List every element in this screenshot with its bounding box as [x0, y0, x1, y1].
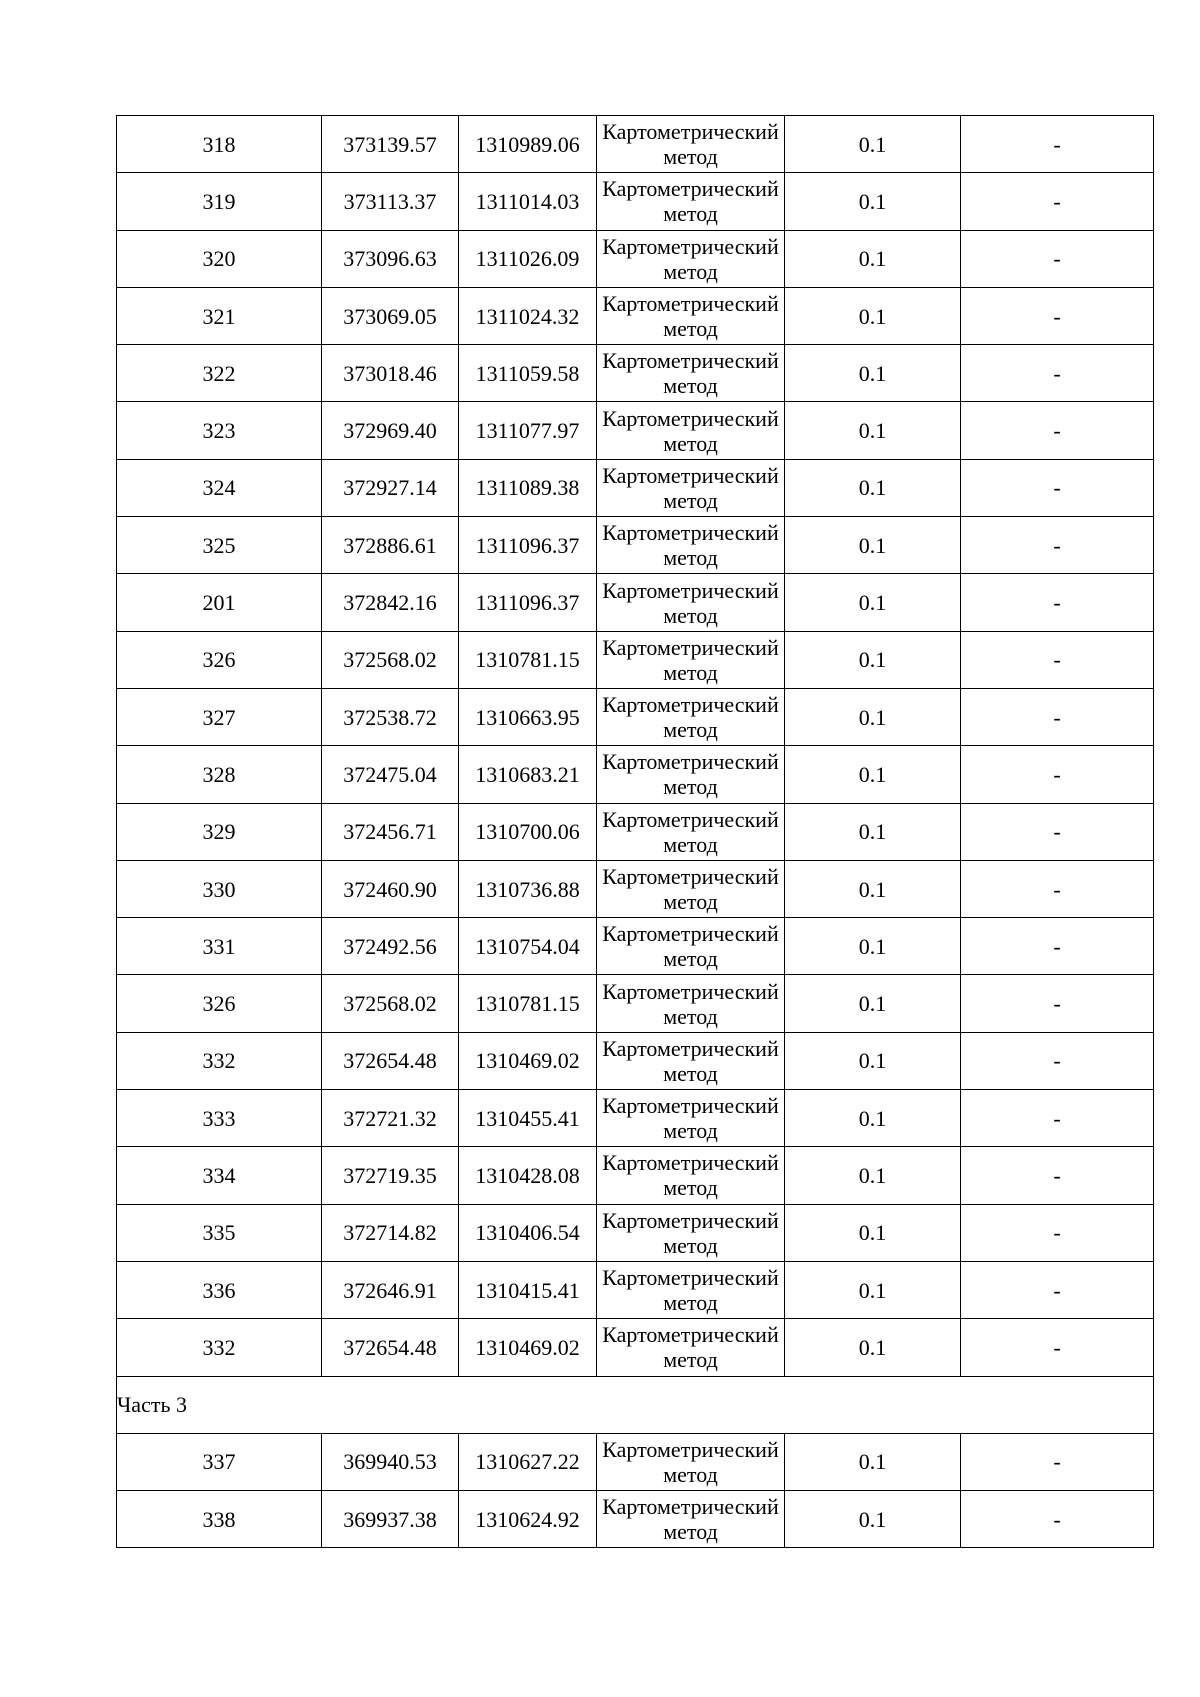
y-coordinate-cell: 1310469.02	[459, 1032, 597, 1089]
note-cell: -	[961, 1032, 1154, 1089]
table-row	[117, 746, 1154, 803]
y-coordinate-cell: 1310989.06	[459, 116, 597, 173]
accuracy-cell: 0.1	[785, 574, 961, 631]
method-cell: Картометрический метод	[597, 287, 785, 344]
point-number-cell: 330	[117, 860, 322, 917]
accuracy-cell: 0.1	[785, 688, 961, 745]
table-row	[117, 574, 1154, 631]
method-cell: Картометрический метод	[597, 345, 785, 402]
accuracy-cell: 0.1	[785, 803, 961, 860]
accuracy-cell: 0.1	[785, 116, 961, 173]
note-cell: -	[961, 1319, 1154, 1376]
point-number-cell: 201	[117, 574, 322, 631]
accuracy-cell: 0.1	[785, 1090, 961, 1147]
y-coordinate-cell: 1310700.06	[459, 803, 597, 860]
note-cell: -	[961, 918, 1154, 975]
table-row	[117, 402, 1154, 459]
y-coordinate-cell: 1311014.03	[459, 173, 597, 230]
method-cell: Картометрический метод	[597, 918, 785, 975]
accuracy-cell: 0.1	[785, 402, 961, 459]
y-coordinate-cell: 1311024.32	[459, 287, 597, 344]
accuracy-cell: 0.1	[785, 287, 961, 344]
point-number-cell: 334	[117, 1147, 322, 1204]
method-cell: Картометрический метод	[597, 860, 785, 917]
x-coordinate-cell: 369937.38	[322, 1491, 459, 1548]
point-number-cell: 318	[117, 116, 322, 173]
point-number-cell: 332	[117, 1032, 322, 1089]
note-cell: -	[961, 631, 1154, 688]
method-cell: Картометрический метод	[597, 1090, 785, 1147]
point-number-cell: 326	[117, 631, 322, 688]
accuracy-cell: 0.1	[785, 1261, 961, 1318]
method-cell: Картометрический метод	[597, 975, 785, 1032]
point-number-cell: 338	[117, 1491, 322, 1548]
point-number-cell: 327	[117, 688, 322, 745]
note-cell: -	[961, 1147, 1154, 1204]
x-coordinate-cell: 372568.02	[322, 975, 459, 1032]
accuracy-cell: 0.1	[785, 1491, 961, 1548]
method-cell: Картометрический метод	[597, 116, 785, 173]
note-cell: -	[961, 1261, 1154, 1318]
note-cell: -	[961, 287, 1154, 344]
point-number-cell: 332	[117, 1319, 322, 1376]
y-coordinate-cell: 1310683.21	[459, 746, 597, 803]
method-cell: Картометрический метод	[597, 1491, 785, 1548]
point-number-cell: 325	[117, 517, 322, 574]
x-coordinate-cell: 372842.16	[322, 574, 459, 631]
x-coordinate-cell: 372886.61	[322, 517, 459, 574]
note-cell: -	[961, 517, 1154, 574]
method-cell: Картометрический метод	[597, 402, 785, 459]
point-number-cell: 322	[117, 345, 322, 402]
x-coordinate-cell: 372646.91	[322, 1261, 459, 1318]
y-coordinate-cell: 1310627.22	[459, 1433, 597, 1490]
section-label: Часть 3	[117, 1376, 1154, 1433]
point-number-cell: 328	[117, 746, 322, 803]
accuracy-cell: 0.1	[785, 975, 961, 1032]
x-coordinate-cell: 373069.05	[322, 287, 459, 344]
x-coordinate-cell: 373096.63	[322, 230, 459, 287]
method-cell: Картометрический метод	[597, 1032, 785, 1089]
point-number-cell: 336	[117, 1261, 322, 1318]
note-cell: -	[961, 688, 1154, 745]
x-coordinate-cell: 372721.32	[322, 1090, 459, 1147]
note-cell: -	[961, 459, 1154, 516]
note-cell: -	[961, 1090, 1154, 1147]
x-coordinate-cell: 372475.04	[322, 746, 459, 803]
y-coordinate-cell: 1310415.41	[459, 1261, 597, 1318]
note-cell: -	[961, 402, 1154, 459]
method-cell: Картометрический метод	[597, 173, 785, 230]
accuracy-cell: 0.1	[785, 1032, 961, 1089]
table-row	[117, 1319, 1154, 1376]
point-number-cell: 321	[117, 287, 322, 344]
section-row-group	[117, 1376, 1154, 1433]
x-coordinate-cell: 373018.46	[322, 345, 459, 402]
table-row	[117, 1261, 1154, 1318]
accuracy-cell: 0.1	[785, 230, 961, 287]
accuracy-cell: 0.1	[785, 631, 961, 688]
x-coordinate-cell: 373139.57	[322, 116, 459, 173]
point-number-cell: 329	[117, 803, 322, 860]
table-row	[117, 1090, 1154, 1147]
point-number-cell: 324	[117, 459, 322, 516]
x-coordinate-cell: 372568.02	[322, 631, 459, 688]
method-cell: Картометрический метод	[597, 1204, 785, 1261]
note-cell: -	[961, 230, 1154, 287]
accuracy-cell: 0.1	[785, 860, 961, 917]
note-cell: -	[961, 345, 1154, 402]
method-cell: Картометрический метод	[597, 1147, 785, 1204]
note-cell: -	[961, 1433, 1154, 1490]
method-cell: Картометрический метод	[597, 803, 785, 860]
table-row	[117, 688, 1154, 745]
y-coordinate-cell: 1311026.09	[459, 230, 597, 287]
accuracy-cell: 0.1	[785, 918, 961, 975]
y-coordinate-cell: 1310428.08	[459, 1147, 597, 1204]
point-number-cell: 333	[117, 1090, 322, 1147]
point-number-cell: 326	[117, 975, 322, 1032]
note-cell: -	[961, 975, 1154, 1032]
point-number-cell: 337	[117, 1433, 322, 1490]
table-row	[117, 975, 1154, 1032]
method-cell: Картометрический метод	[597, 1433, 785, 1490]
accuracy-cell: 0.1	[785, 1319, 961, 1376]
method-cell: Картометрический метод	[597, 517, 785, 574]
y-coordinate-cell: 1310781.15	[459, 975, 597, 1032]
table-row	[117, 860, 1154, 917]
x-coordinate-cell: 372492.56	[322, 918, 459, 975]
table-row	[117, 517, 1154, 574]
y-coordinate-cell: 1311077.97	[459, 402, 597, 459]
x-coordinate-cell: 372460.90	[322, 860, 459, 917]
note-cell: -	[961, 803, 1154, 860]
table-row	[117, 918, 1154, 975]
accuracy-cell: 0.1	[785, 1433, 961, 1490]
method-cell: Картометрический метод	[597, 746, 785, 803]
table-row	[117, 116, 1154, 173]
y-coordinate-cell: 1310455.41	[459, 1090, 597, 1147]
note-cell: -	[961, 1491, 1154, 1548]
accuracy-cell: 0.1	[785, 517, 961, 574]
y-coordinate-cell: 1311096.37	[459, 517, 597, 574]
method-cell: Картометрический метод	[597, 631, 785, 688]
accuracy-cell: 0.1	[785, 173, 961, 230]
y-coordinate-cell: 1310736.88	[459, 860, 597, 917]
y-coordinate-cell: 1310663.95	[459, 688, 597, 745]
table-body-part-a	[117, 116, 1154, 1377]
note-cell: -	[961, 173, 1154, 230]
y-coordinate-cell: 1310754.04	[459, 918, 597, 975]
accuracy-cell: 0.1	[785, 1204, 961, 1261]
coordinates-table	[116, 115, 1154, 1548]
note-cell: -	[961, 746, 1154, 803]
table-row	[117, 803, 1154, 860]
y-coordinate-cell: 1311059.58	[459, 345, 597, 402]
table-row	[117, 1032, 1154, 1089]
table-row	[117, 459, 1154, 516]
x-coordinate-cell: 372714.82	[322, 1204, 459, 1261]
table-row	[117, 287, 1154, 344]
accuracy-cell: 0.1	[785, 746, 961, 803]
note-cell: -	[961, 1204, 1154, 1261]
x-coordinate-cell: 372538.72	[322, 688, 459, 745]
method-cell: Картометрический метод	[597, 1261, 785, 1318]
x-coordinate-cell: 372719.35	[322, 1147, 459, 1204]
x-coordinate-cell: 372969.40	[322, 402, 459, 459]
note-cell: -	[961, 860, 1154, 917]
point-number-cell: 319	[117, 173, 322, 230]
method-cell: Картометрический метод	[597, 688, 785, 745]
point-number-cell: 335	[117, 1204, 322, 1261]
method-cell: Картометрический метод	[597, 574, 785, 631]
y-coordinate-cell: 1310469.02	[459, 1319, 597, 1376]
table-row	[117, 631, 1154, 688]
x-coordinate-cell: 372654.48	[322, 1319, 459, 1376]
x-coordinate-cell: 373113.37	[322, 173, 459, 230]
method-cell: Картометрический метод	[597, 459, 785, 516]
note-cell: -	[961, 574, 1154, 631]
table-row	[117, 1433, 1154, 1490]
accuracy-cell: 0.1	[785, 345, 961, 402]
table-row	[117, 1491, 1154, 1548]
method-cell: Картометрический метод	[597, 1319, 785, 1376]
point-number-cell: 331	[117, 918, 322, 975]
y-coordinate-cell: 1311096.37	[459, 574, 597, 631]
note-cell: -	[961, 116, 1154, 173]
table-body-part-b	[117, 1433, 1154, 1548]
accuracy-cell: 0.1	[785, 459, 961, 516]
x-coordinate-cell: 372654.48	[322, 1032, 459, 1089]
table-row	[117, 1204, 1154, 1261]
table-row	[117, 1147, 1154, 1204]
table-row	[117, 173, 1154, 230]
section-row	[117, 1376, 1154, 1433]
y-coordinate-cell: 1310781.15	[459, 631, 597, 688]
table-row	[117, 345, 1154, 402]
accuracy-cell: 0.1	[785, 1147, 961, 1204]
table-row	[117, 230, 1154, 287]
point-number-cell: 323	[117, 402, 322, 459]
y-coordinate-cell: 1311089.38	[459, 459, 597, 516]
x-coordinate-cell: 372927.14	[322, 459, 459, 516]
y-coordinate-cell: 1310406.54	[459, 1204, 597, 1261]
method-cell: Картометрический метод	[597, 230, 785, 287]
point-number-cell: 320	[117, 230, 322, 287]
x-coordinate-cell: 369940.53	[322, 1433, 459, 1490]
y-coordinate-cell: 1310624.92	[459, 1491, 597, 1548]
x-coordinate-cell: 372456.71	[322, 803, 459, 860]
